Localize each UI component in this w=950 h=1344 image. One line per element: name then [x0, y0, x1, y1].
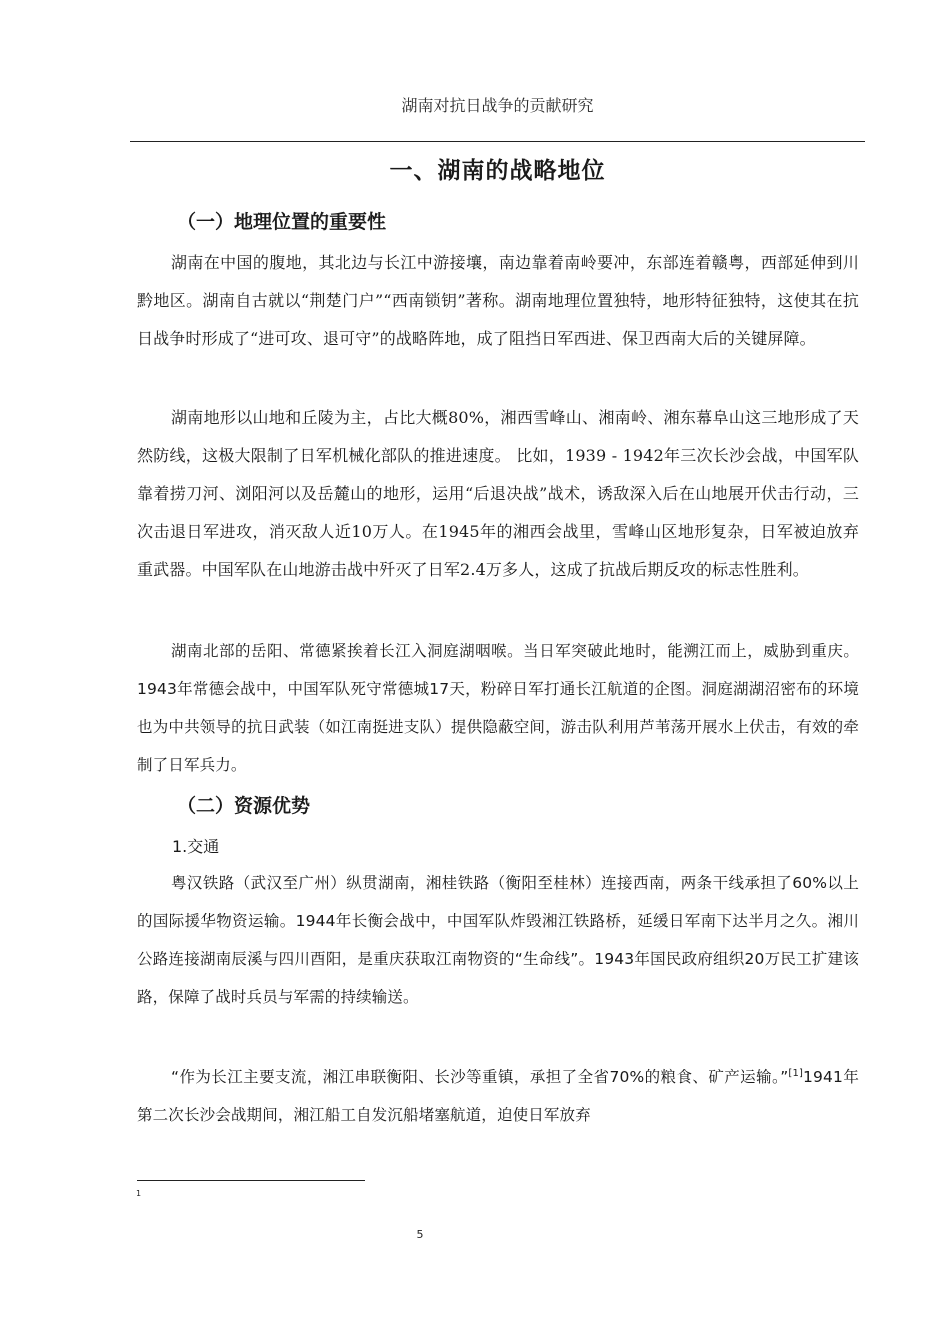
running-header: 湖南对抗日战争的贡献研究: [401, 96, 594, 115]
citation-marker: [1]: [788, 1067, 804, 1079]
paragraph-transport-2: [137, 1058, 859, 1134]
footnote-rule: [137, 1180, 365, 1181]
paragraph-geography-2: 湖南地形以山地和丘陵为主，占比大概80%，湘西雪峰山、湘南岭、湘东幕阜山这三地形成了天然防线，这极大限制了日军机械化部队的推进速度。 比如，1939 - 1942年三次长沙会战，中国军队靠着捞刀河、浏阳河以及岳麓山的地形，运用“后退决战”战术，诱敌深入后在山地展开伏击行动，三次击退日军进攻，消灭敌人近10万人。在1945年的湘西会战里，雪峰山区地形复杂，日军被迫放弃重武器。中国军队在山地游击战中歼灭了日军2.4万多人，这成了抗战后期反攻的标志性胜利。: [137, 408, 859, 579]
paragraph-geography-1: 湖南在中国的腹地，其北边与长江中游接壤，南边靠着南岭要冲，东部连着赣粤，西部延伸到川黔地区。湖南自古就以“荆楚门户”“西南锁钥”著称。湖南地理位置独特，地形特征独特，这使其在抗日战争时形成了“进可攻、退可守”的战略阵地，成了阻挡日军西进、保卫西南大后的关键屏障。: [137, 253, 859, 348]
paragraph-transport-1: 粤汉铁路（武汉至广州）纵贯湖南，湘桂铁路（衡阳至桂林）连接西南，两条干线承担了60%以上的国际援华物资运输。1944年长衡会战中，中国军队炸毁湘江铁路桥，延缓日军南下达半月之久。湘川公路连接湖南辰溪与四川酉阳，是重庆获取江南物资的“生命线”。1943年国民政府组织20万民工扩建该路，保障了战时兵员与军需的持续输送。: [137, 874, 859, 1006]
paragraph-geography-3: 湖南北部的岳阳、常德紧挨着长江入洞庭湖咽喉。当日军突破此地时，能溯江而上，威胁到重庆。1943年常德会战中，中国军队死守常德城17天，粉碎日军打通长江航道的企图。洞庭湖湖沼密布的环境也为中共领导的抗日武装（如江南挺进支队）提供隐蔽空间，游击队利用芦苇荡开展水上伏击，有效的牵制了日军兵力。: [137, 642, 859, 774]
header-rule: [130, 141, 865, 142]
page-number: 5: [416, 1228, 424, 1241]
quote-continuation: 1941年第二次长沙会战期间，湘江船工自发沉船堵塞航道，迫使日军放弃: [137, 1068, 859, 1124]
footnote-marker: 1: [136, 1189, 142, 1198]
section-heading-resources: （二）资源优势: [177, 795, 311, 817]
quote-text: “作为长江主要支流，湘江串联衡阳、长沙等重镇，承担了全省70%的粮食、矿产运输。”: [171, 1068, 789, 1086]
chapter-title: 一、湖南的战略地位: [389, 158, 606, 184]
section-heading-geography: （一）地理位置的重要性: [177, 211, 387, 233]
subheading-transport: 1.交通: [172, 837, 220, 856]
